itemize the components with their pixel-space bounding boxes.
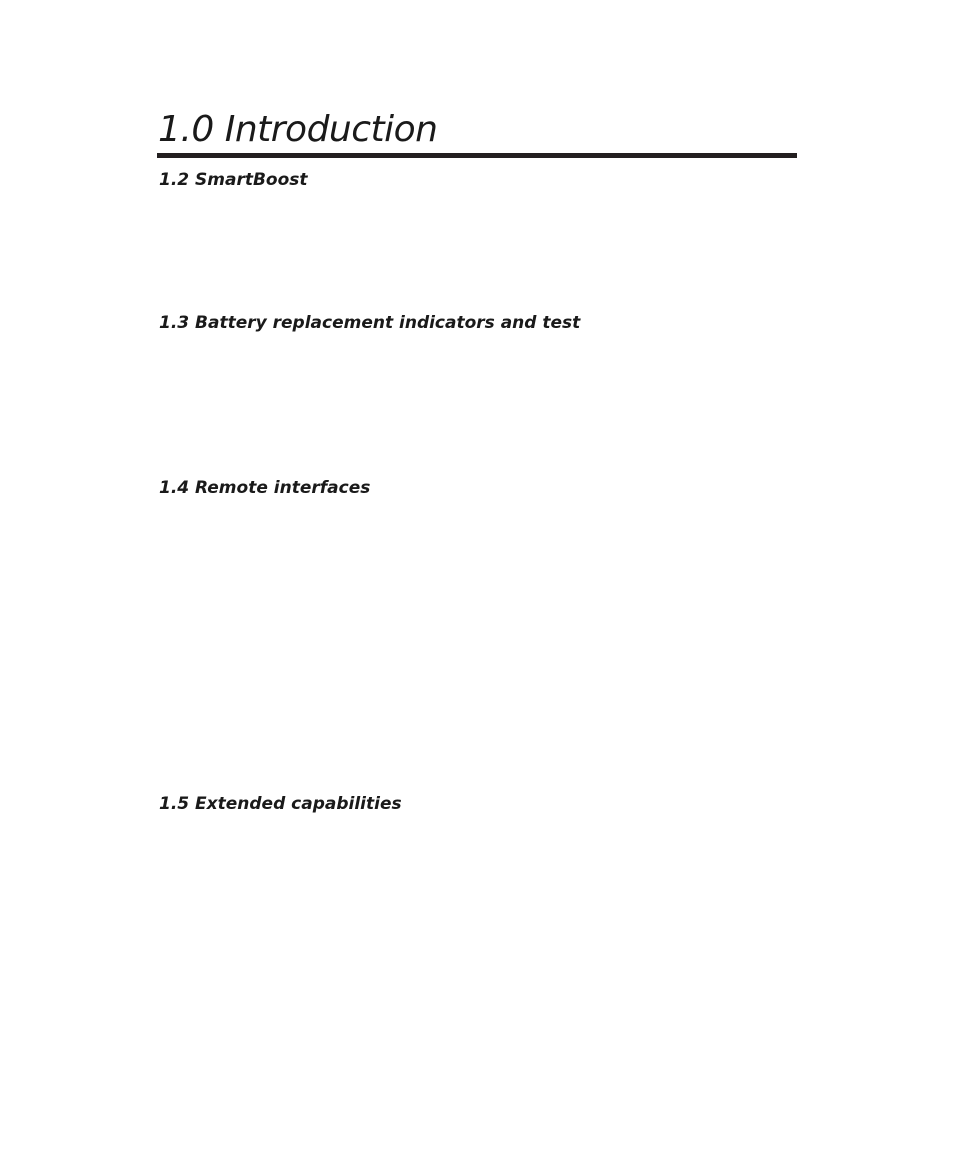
section-heading-battery-replacement: 1.3 Battery replacement indicators and test: [159, 313, 581, 333]
title-underline-rule: [157, 153, 797, 158]
section-heading-extended-capabilities: 1.5 Extended capabilities: [159, 794, 402, 814]
section-heading-smartboost: 1.2 SmartBoost: [159, 170, 308, 190]
chapter-title: 1.0 Introduction: [158, 109, 438, 150]
section-heading-remote-interfaces: 1.4 Remote interfaces: [159, 478, 371, 498]
